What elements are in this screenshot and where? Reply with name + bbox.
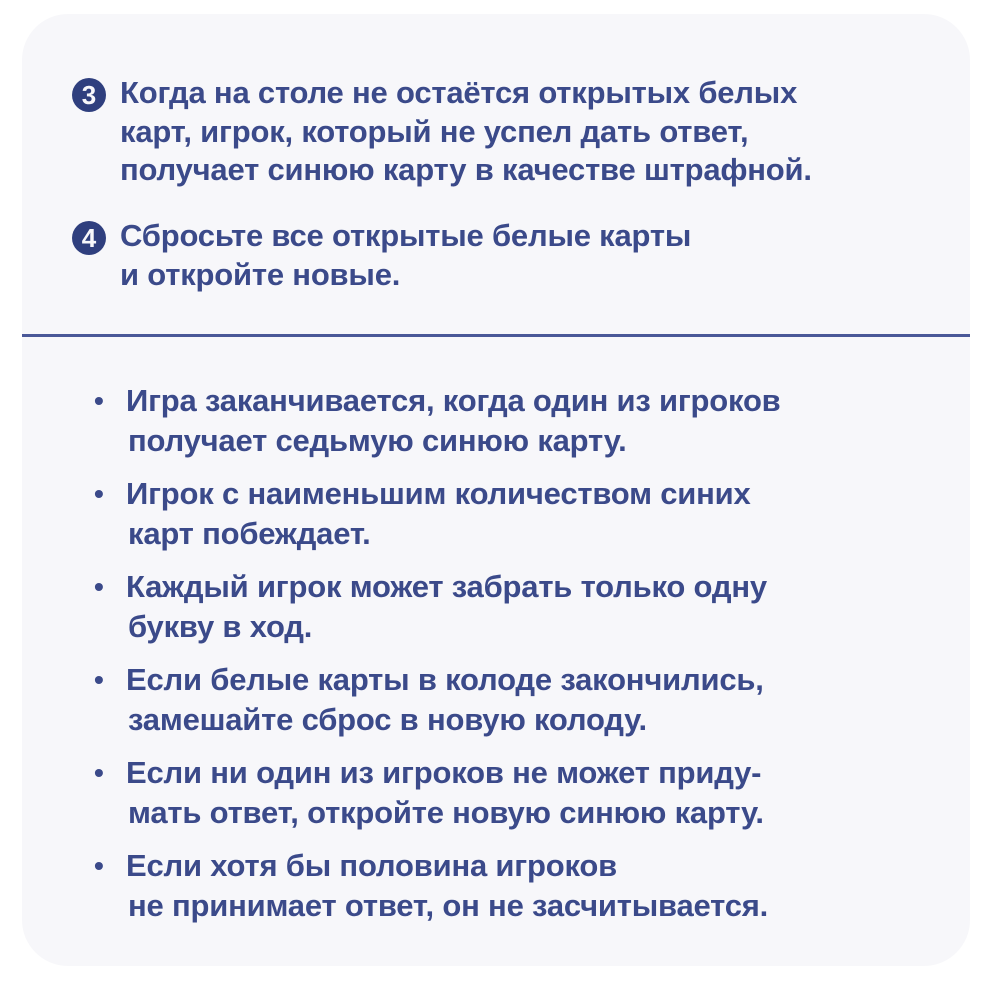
- rules-card: [22, 14, 970, 966]
- rule-item: [94, 474, 781, 554]
- rule-item: [94, 753, 781, 833]
- rule-line: Игрок с наименьшим количеством синих: [126, 476, 751, 511]
- rule-line: Игра заканчивается, когда один из игроков: [126, 383, 781, 418]
- section-divider: [22, 334, 970, 337]
- rule-line: получает седьмую синюю карту.: [128, 423, 627, 458]
- rule-text: [126, 474, 751, 554]
- rule-line: Если хотя бы половина игроков: [126, 848, 617, 883]
- rule-line: замешайте сброс в новую колоду.: [128, 702, 647, 737]
- bullet-icon: •: [94, 571, 104, 602]
- step-line: и откройте новые.: [120, 256, 401, 292]
- rule-line: Если ни один из игроков не может приду-: [126, 755, 762, 790]
- bullet-icon: •: [94, 385, 104, 416]
- step-3: [72, 74, 812, 190]
- rule-item: [94, 381, 781, 461]
- bullet-icon: •: [94, 478, 104, 509]
- step-line: получает синюю карту в качестве штрафной.: [120, 152, 812, 187]
- step-line: Сбросьте все открытые белые карты: [120, 218, 692, 253]
- step-line: Когда на столе не остаётся открытых белых: [120, 75, 798, 110]
- rule-text: [126, 846, 768, 926]
- rule-text: [126, 567, 767, 647]
- rule-line: мать ответ, откройте новую синюю карту.: [128, 795, 764, 830]
- rule-item: [94, 846, 781, 926]
- rule-line: не принимает ответ, он не засчитывается.: [128, 888, 769, 923]
- rule-line: Если белые карты в колоде закончились,: [126, 662, 764, 697]
- rule-text: [126, 381, 781, 461]
- bullet-icon: •: [94, 850, 104, 881]
- bullet-icon: •: [94, 664, 104, 695]
- step-number-badge: 4: [72, 221, 106, 255]
- rule-text: [126, 660, 764, 740]
- bullet-icon: •: [94, 757, 104, 788]
- rule-line: букву в ход.: [128, 609, 313, 644]
- step-text: [120, 217, 691, 294]
- rules-list: [94, 381, 781, 939]
- step-number-badge: 3: [72, 78, 106, 112]
- step-4: [72, 217, 691, 294]
- rule-item: [94, 567, 781, 647]
- rule-line: Каждый игрок может забрать только одну: [126, 569, 767, 604]
- step-line: карт, игрок, который не успел дать ответ,: [120, 113, 749, 149]
- rule-line: карт побеждает.: [128, 516, 371, 551]
- rule-item: [94, 660, 781, 740]
- step-text: [120, 74, 812, 190]
- rule-text: [126, 753, 764, 833]
